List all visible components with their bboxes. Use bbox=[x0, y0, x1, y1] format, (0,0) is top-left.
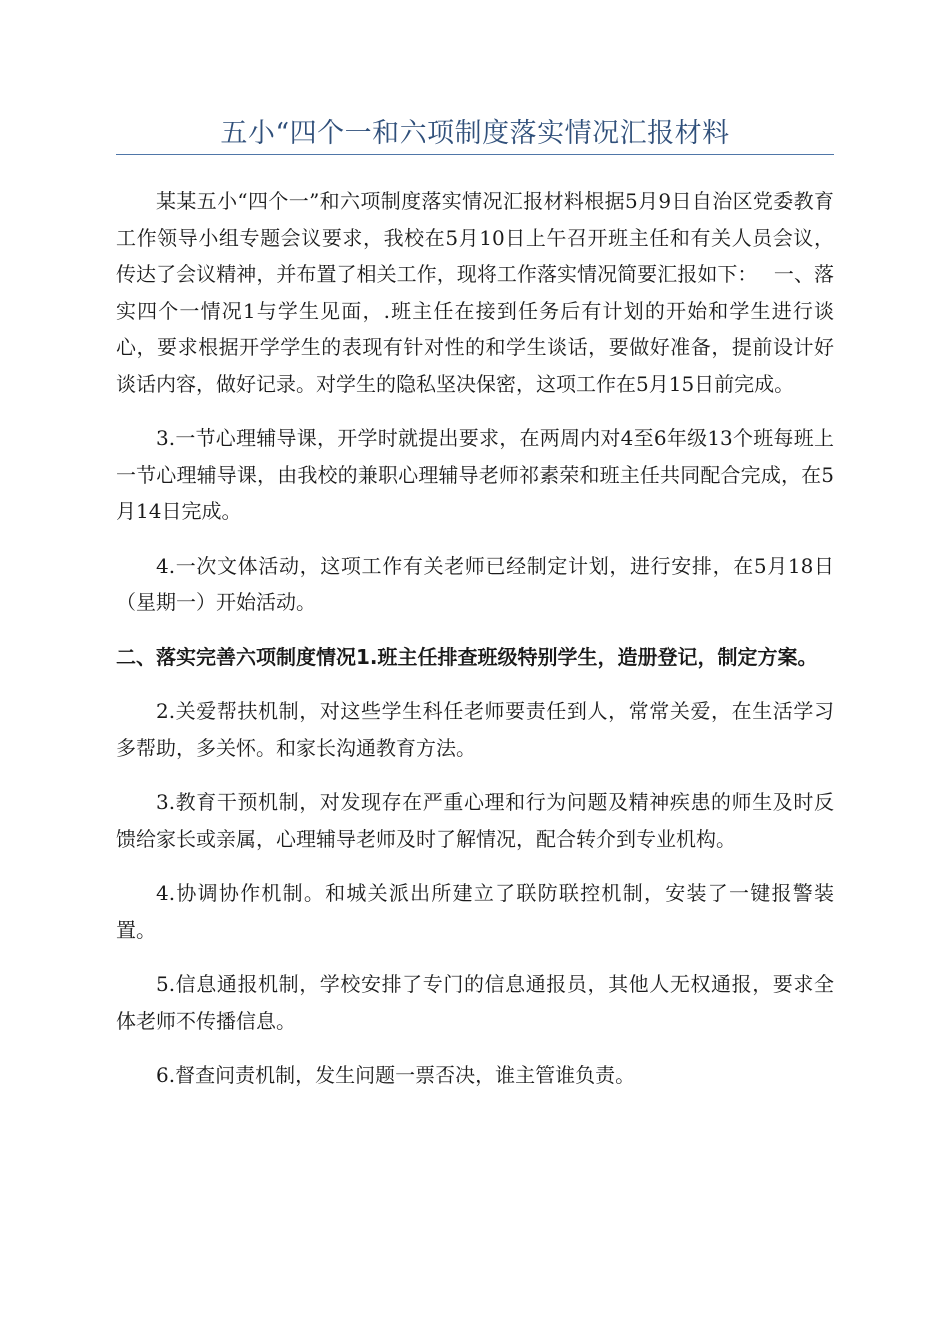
paragraph-care-mechanism: 2.关爱帮扶机制，对这些学生科任老师要责任到人，常常关爱，在生活学习多帮助，多关怀。和家长沟通教育方法。 bbox=[116, 699, 834, 760]
document-body bbox=[116, 183, 834, 1094]
document-title: 五小“四个一和六项制度落实情况汇报材料 bbox=[220, 118, 730, 149]
paragraph-sports-activity: 4.一次文体活动，这项工作有关老师已经制定计划，进行安排，在5月18日（星期一）开始活动。 bbox=[116, 553, 834, 614]
title-underline bbox=[116, 154, 834, 155]
paragraph-accountability-mechanism: 6.督查问责机制，发生问题一票否决，谁主管谁负责。 bbox=[156, 1063, 636, 1087]
paragraph-intro: 某某五小“四个一”和六项制度落实情况汇报材料根据5月9日自治区党委教育工作领导小组专题会议要求，我校在5月10日上午召开班主任和有关人员会议，传达了会议精神，并布置了相关工作，现将工作落实情况简要汇报如下： 一、落实四个一情况1与学生见面，.班主任在接到任务后有计划的开始和学生进行谈心，要求根据开学学生的表现有针对性的和学生谈话，要做好准备，提前设计好谈话内容，做好记录。对学生的隐私坚决保密，这项工作在5月15日前完成。 bbox=[116, 189, 834, 396]
document-page bbox=[116, 0, 834, 1112]
section-heading-six-systems: 二、落实完善六项制度情况1.班主任排查班级特别学生，造册登记，制定方案。 bbox=[116, 644, 818, 669]
paragraph-counseling-class: 3.一节心理辅导课，开学时就提出要求，在两周内对4至6年级13个班每班上一节心理辅导课，由我校的兼职心理辅导老师祁素荣和班主任共同配合完成，在5月14日完成。 bbox=[116, 426, 834, 523]
paragraph-notification-mechanism: 5.信息通报机制，学校安排了专门的信息通报员，其他人无权通报，要求全体老师不传播信息。 bbox=[116, 972, 834, 1033]
paragraph-intervention-mechanism: 3.教育干预机制，对发现存在严重心理和行为问题及精神疾患的师生及时反馈给家长或亲属，心理辅导老师及时了解情况，配合转介到专业机构。 bbox=[116, 790, 834, 851]
paragraph-coordination-mechanism: 4.协调协作机制。和城关派出所建立了联防联控机制，安装了一键报警装置。 bbox=[116, 881, 834, 942]
